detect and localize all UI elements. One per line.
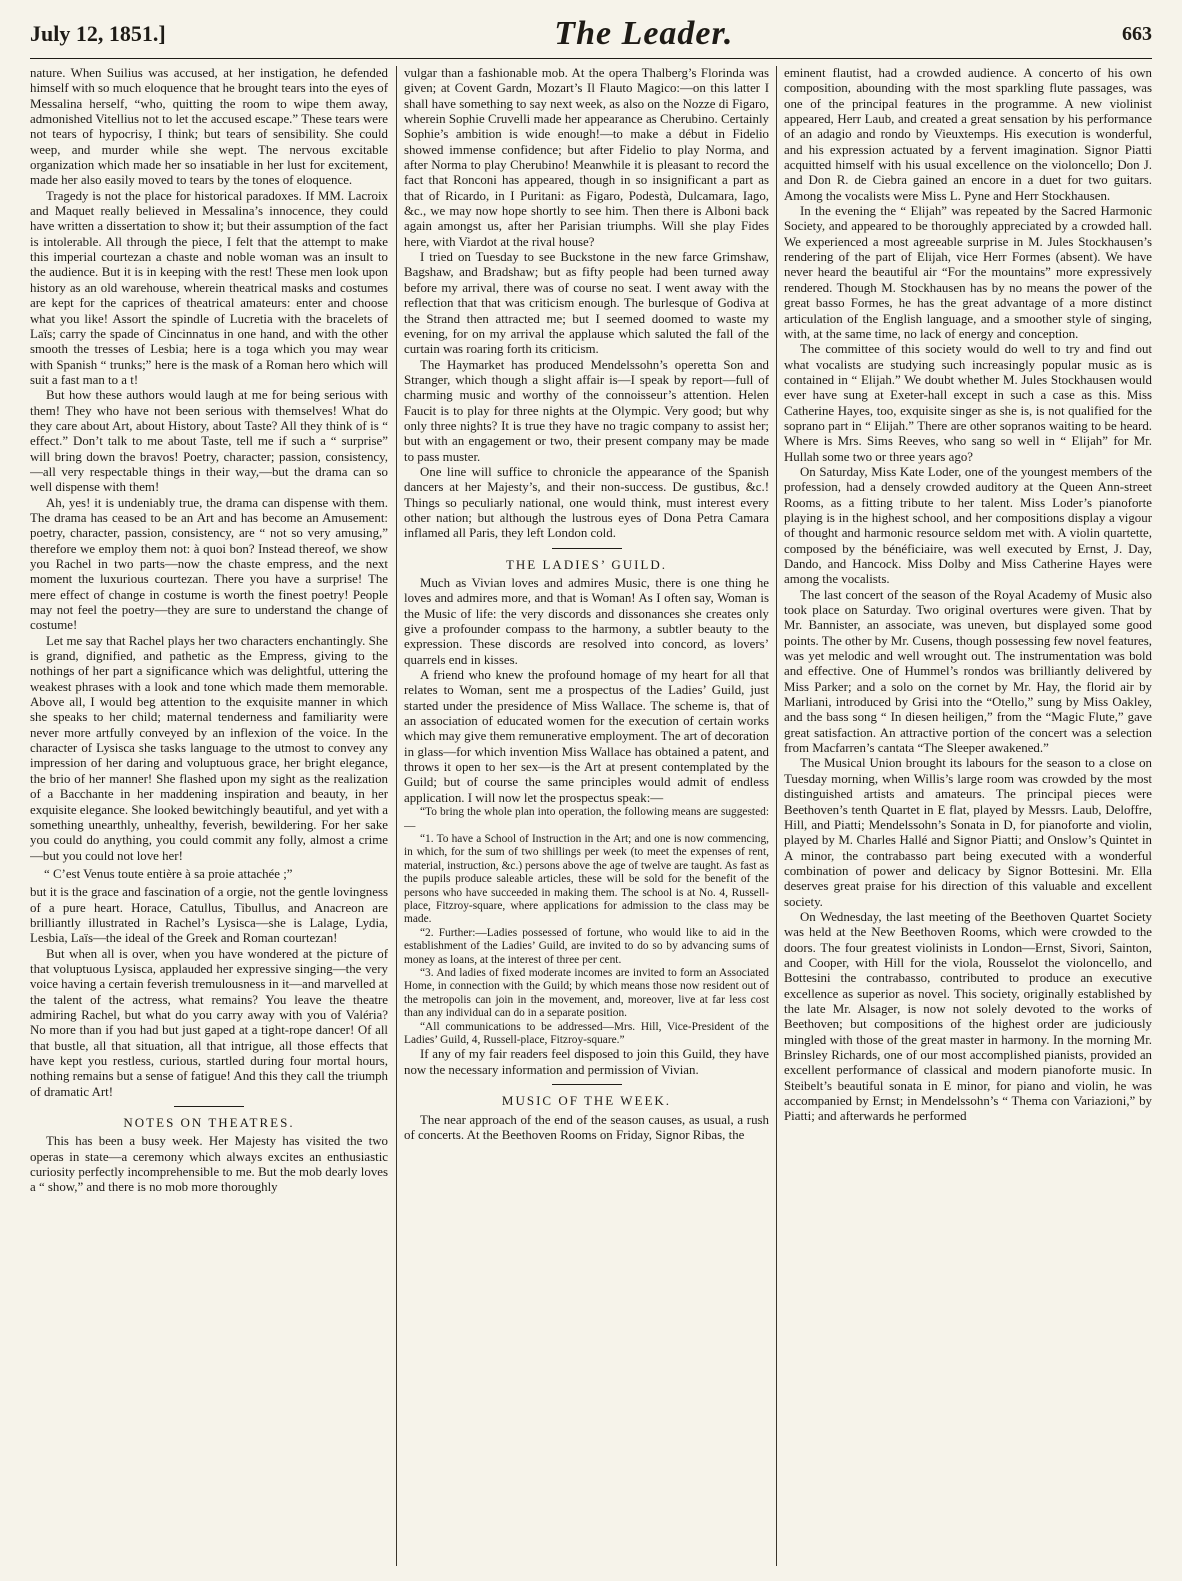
paragraph: But when all is over, when you have wondered at the picture of that voluptuous Lysisca, applauded her expressive singing—the very voice having a certain feverish tremulousness in it—and marvelled at the talent of the actress, what remains? You leave the theatre admiring Rachel, but what do you carry away with you of Valéria? No more than if you had but just gaped at a tight-rope dancer! Of all that bustle, all that situation, all that intrigue, all those effects that have kept you restless, curious, startled during four mortal hours, nothing remains but a sense of fatigue! And this they call the triumph of dramatic Art! <box>30 946 388 1099</box>
paragraph: On Wednesday, the last meeting of the Beethoven Quartet Society was held at the New Beethoven Rooms, which were crowded to the doors. The four greatest violinists in London—Ernst, Sivori, Sainton, and Cooper, with Hill for the viola, Rousselot the violoncello, and Bottesini the contrabasso, contributed to produce an executive excellence as superior as novel. This society, originally established by the late Mr. Alsager, is now not solely devoted to the works of Beethoven; but compositions of the highest order are judiciously mingled with those of the great master in harmony. In the morning Mr. Brinsley Richards, one of our most accomplished pianists, provided an excellent performance of classical and modern pianoforte music. In Steibelt’s beautiful sonata in E minor, for piano and violin, he was accompanied by Ernst; in Mendelssohn’s “ Thema con Variazioni,” by Piatti; and afterwards he performed <box>784 909 1152 1124</box>
paragraph: I tried on Tuesday to see Buckstone in the new farce Grimshaw, Bagshaw, and Bradshaw; but as fifty people had been turned away before my arrival, there was of course no seat. I went away with the reflection that that was criticism enough. The burlesque of Godiva at the Strand then attracted me; but I seemed doomed to waste my evening, for on my arrival the applause which saluted the fall of the curtain was roaring forth its criticism. <box>404 250 769 357</box>
paragraph: The committee of this society would do well to try and find out what vocalists are studying such increasingly popular music as is contained in “ Elijah.” We doubt whether M. Jules Stockhausen would ever have sung at Exeter-hall except in such a case as this. Miss Catherine Hayes, too, exquisite singer as she is, is not qualified for the soprano part in “ Elijah.” There are other sopranos waiting to be heard. Where is Mrs. Sims Reeves, who sang so well in “ Elijah” for Mr. Hullah some two or three years ago? <box>784 342 1152 464</box>
verse-quotation: “ C’est Venus toute entière à sa proie attachée ;” <box>44 866 293 881</box>
paragraph: but it is the grace and fascination of a orgie, not the gentle lovingness of a pure heart. Horace, Catullus, Tibullus, and Anacreon are brilliantly illustrated in Rachel’s Lysisca—she is Lalage, Lydia, Lesbia, Laïs—the ideal of the Greek and Roman courtezan! <box>30 885 388 946</box>
paragraph: eminent flautist, had a crowded audience. A concerto of his own composition, abounding with the most sparkling flute passages, was one of the principal features in the programme. A new violinist appeared, Herr Laub, and created a great sensation by his performance of an adagio and rondo by Vieuxtemps. His execution is wonderful, and his expression actuated by a fervent imagination. Signor Piatti acquitted himself with his usual excellence on the violoncello; Don J. and Don R. de Ciebra gained an encore in a duet for two guitars. Among the vocalists were Miss L. Pyne and Herr Stockhausen. <box>784 66 1152 203</box>
section-rule <box>174 1106 244 1107</box>
paragraph: If any of my fair readers feel disposed to join this Guild, they have now the necessary information and permission of Vivian. <box>404 1047 769 1077</box>
column-divider <box>396 66 397 1566</box>
prospectus-quote: “To bring the whole plan into operation, the following means are suggested:— <box>404 806 769 832</box>
header-rule <box>30 58 1152 59</box>
page-number: 663 <box>1121 22 1152 45</box>
paragraph: One line will suffice to chronicle the appearance of the Spanish dancers at her Majesty’s, and their non-success. De gustibus, &c.! Things so peculiarly national, one would think, must interest every other nation; but although the lustrous eyes of Dona Petra Camara inflamed all Paris, they left London cold. <box>404 464 769 541</box>
column-divider <box>776 66 777 1566</box>
paragraph: A friend who knew the profound homage of my heart for all that relates to Woman, sent me a prospectus of the Ladies’ Guild, just started under the presidence of Miss Wallace. The scheme is, that of an association of educated women for the execution of certain works which may give them remunerative employment. The art of decoration in glass—for which invention Miss Wallace has obtained a patent, and throws it open to her sex—is the Art at present contemplated by the Guild; but of course the same principles would admit of endless application. I will now let the prospectus speak:— <box>404 668 769 805</box>
section-heading: MUSIC OF THE WEEK. <box>501 1093 672 1109</box>
paragraph: Ah, yes! it is undeniably true, the drama can dispense with them. The drama has ceased to be an Art and has become an Amusement: poetry, character, passion, consistency, are “ not so very amusing,” therefore we employ them not: à quoi bon? Instead thereof, we show you Rachel in two parts—now the chaste empress, and the next moment the luxurious courtezan. There you have a surprise! The mere effect of change in costume is worth the finest poetry! People may not feel the poetry—they are sure to understand the change of costume! <box>30 495 388 633</box>
running-header <box>30 14 1152 54</box>
paragraph: Tragedy is not the place for historical paradoxes. If MM. Lacroix and Maquet really believed in Messalina’s innocence, they could have written a dissertation to show it; but their assumption of the fact is intolerable. All through the piece, I felt that the attempt to make this imperial courtezan a chaste and noble woman was an insult to the audience. But it is in keeping with the rest! These men look upon history as an old warehouse, wherein theatrical masks and costumes are kept for the caprices of theatrical amateurs: enter and choose what you like! Assort the spindle of Lucretia with the bracelets of Laïs; carry the spade of Cincinnatus in one hand, and with the other smooth the tresses of Lesbia; here is a toga which you may wear with Spanish “ trunks;” here is the mask of a Roman hero which will suit a fast man to a t! <box>30 188 388 387</box>
section-heading: NOTES ON THEATRES. <box>123 1115 295 1131</box>
column-left <box>30 66 388 1566</box>
section-heading: THE LADIES’ GUILD. <box>505 556 668 572</box>
column-middle <box>404 66 769 1566</box>
masthead-title: The Leader. <box>554 15 734 52</box>
paragraph: On Saturday, Miss Kate Loder, one of the youngest members of the profession, had a densely crowded auditory at the Queen Ann-street Rooms, as a fitting tribute to her talent. Miss Loder’s pianoforte playing is in the highest school, and her compositions display a vigour of thought and harmonic resource seldom met with. A violin quartette, composed by the bénéficiaire, was well executed by Ernst, J. Day, Dando, and Hancock. Miss Dolby and Miss Catherine Hayes were among the vocalists. <box>784 464 1152 587</box>
prospectus-quote: “2. Further:—Ladies possessed of fortune, who would like to aid in the establishment of the Ladies’ Guild, are invited to do so by advancing sums of money as loans, at the interest of three per cent. <box>404 926 769 966</box>
section-rule <box>552 1084 622 1085</box>
paragraph: The near approach of the end of the season causes, as usual, a rush of concerts. At the Beethoven Rooms on Friday, Signor Ribas, the <box>404 1112 769 1142</box>
paragraph: Much as Vivian loves and admires Music, there is one thing he loves and admires more, and that is Woman! As I often say, Woman is the Music of life: the very discords and dissonances she creates only give a profounder compass to the harmony, a subtler beauty to the expression. These discords are resolved into concord, as lovers’ quarrels end in kisses. <box>404 576 769 667</box>
paragraph: But how these authors would laugh at me for being serious with them! They who have not been serious with themselves! What do they care about Art, about History, about Taste? All they think of is “ effect.” Don’t talk to me about Taste, tell me if such a “ surprise” will bring down the bravos! Poetry, character; passion, consistency, —all very respectable things in their way,—but the drama can so well dispense with them! <box>30 388 388 495</box>
column-right <box>784 66 1152 1566</box>
issue-date: July 12, 1851.] <box>30 21 166 46</box>
paragraph: In the evening the “ Elijah” was repeated by the Sacred Harmonic Society, and appeared to be thoroughly appreciated by a crowded hall. We experienced a most agreeable surprise in M. Jules Stockhausen’s rendering of the part of Elijah, vice Herr Formes (absent). We have never heard the beautiful air “For the mountains” more expressively rendered. Though M. Stockhausen has by no means the power of the great basso Formes, he has the great advantage of a more distinct articulation of the English language, and a smoother style of singing, with, at the same time, no lack of energy and conception. <box>784 204 1152 341</box>
paragraph: The Haymarket has produced Mendelssohn’s operetta Son and Stranger, which though a slight affair is—I speak by report—full of charming music and worthy of the connoisseur’s attention. Helen Faucit is to play for three nights at the Olympic. Very good; but why only three nights? It is true they have no tragic company to assist her; but with an engagement or two, their present company may be made to pass muster. <box>404 357 769 464</box>
paragraph: The Musical Union brought its labours for the season to a close on Tuesday morning, when Willis’s large room was crowded by the most distinguished artists and amateurs. The principal pieces were Beethoven’s tenth Quartet in E flat, played by Messrs. Laub, Deloffre, Hill, and Piatti; Mendelssohn’s Sonata in D, for pianoforte and violin, played by M. Charles Hallé and Signor Piatti; and Onslow’s Quintet in A minor, the contrabasso part being executed with a wonderful combination of power and delicacy by Signor Bottesini. Mr. Ella deserves great praise for his direction of this valuable and excellent society. <box>784 756 1152 909</box>
paragraph: nature. When Suilius was accused, at her instigation, he defended himself with so much eloquence that he brought tears into the eyes of Messalina herself, “who, quitting the room to wipe them away, admonished Vitellius not to let the accused escape.” These tears were not tears of hypocrisy, I think; but tears of sensibility. She could weep, and murder while she wept. The nervous excitable organization which made her so insatiable in her lust for excitement, made her also easily moved to tears by the tones of eloquence. <box>30 66 388 188</box>
paragraph: The last concert of the season of the Royal Academy of Music also took place on Saturday. Two original overtures were given. That by Mr. Bannister, an associate, was uneven, but displayed some good points. The other by Mr. Cusens, though possessing few novel features, was yet melodic and well wrought out. The instrumentation was bold and effective. One of Hummel’s rondos was brilliantly delivered by Miss Parker; and a solo on the cornet by Mr. Hay, the florid air by Marliani, introduced by Grisi into the “Otello,” sung by Miss Oakley, and the bass song “ In diesen heiligen,” from the “Magic Flute,” gave great satisfaction. An attractive portion of the concert was a selection from Macfarren’s cantata “The Sleeper awakened.” <box>784 587 1152 756</box>
prospectus-quote: “3. And ladies of fixed moderate incomes are invited to form an Associated Home, in connection with the Guild; by which means those now resident out of the metropolis can join in the movement, and, moreover, live at far less cost than any individual can do in a separate position. <box>404 967 769 1020</box>
paragraph: Let me say that Rachel plays her two characters enchantingly. She is grand, dignified, and pathetic as the Empress, giving to the nothings of her part a significance which was delightful, uttering the weakest phrases with a look and tone which made them memorable. Above all, I would beg attention to the exquisite manner in which she speaks to her child; maternal tenderness and familiarity were never more artfully conveyed by an inflexion of the voice. In the character of Lysisca she tasks language to the utmost to convey any impression of her daring and voluptuous grace, her bright elegance, the brio of her manner! She flashed upon my sight as the realization of a Bacchante in her maddening inspiration and beauty, in her exquisite elegance. She looked bewitchingly beautiful, and yet with a something unearthly, unhealthy, feverish, bewildering. For her sake you could do anything, you could commit any folly, almost a crime—but you could not love her! <box>30 633 388 863</box>
prospectus-quote: “All communications to be addressed—Mrs. Hill, Vice-President of the Ladies’ Guild, 4, Russell-place, Fitzroy-square.” <box>404 1020 769 1047</box>
paragraph: This has been a busy week. Her Majesty has visited the two operas in state—a ceremony which always excites an enthusiastic curiosity perfectly incomprehensible to me. But the mob dearly loves a “ show,” and there is no mob more thoroughly <box>30 1134 388 1195</box>
section-rule <box>552 548 622 549</box>
prospectus-quote: “1. To have a School of Instruction in the Art; and one is now commencing, in which, for the sum of two shillings per week (to meet the expenses of rent, material, instruction, &c.) persons above the age of twelve are taught. As fast as the pupils produce saleable articles, these will be sold for the benefit of the persons who have succeeded in making them. The school is at No. 4, Russell-place, Fitzroy-square, where applications for admission to the class may be made. <box>404 832 769 926</box>
paragraph: vulgar than a fashionable mob. At the opera Thalberg’s Florinda was given; at Covent Gardn, Mozart’s Il Flauto Magico:—on this latter I shall have something to say next week, as also on the Nozze di Figaro, wherein Sophie Cruvelli made her appearance as Cherubino. Certainly Sophie’s ambition is wide enough!—to make a début in Fidelio showed immense confidence; but after Fidelio to play Norma, and after Norma to play Cherubino! Meanwhile it is pleasant to record the fact that Ronconi has appeared, though in so insignificant a part as that of Ricardo, in I Puritani: as Figaro, Podestà, Dulcamara, Iago, &c., we may now hope shortly to see him. Then there is Alboni back again amongst us, after her Parisian triumphs. Will she play Fides here, with Viardot at the rival house? <box>404 66 769 249</box>
